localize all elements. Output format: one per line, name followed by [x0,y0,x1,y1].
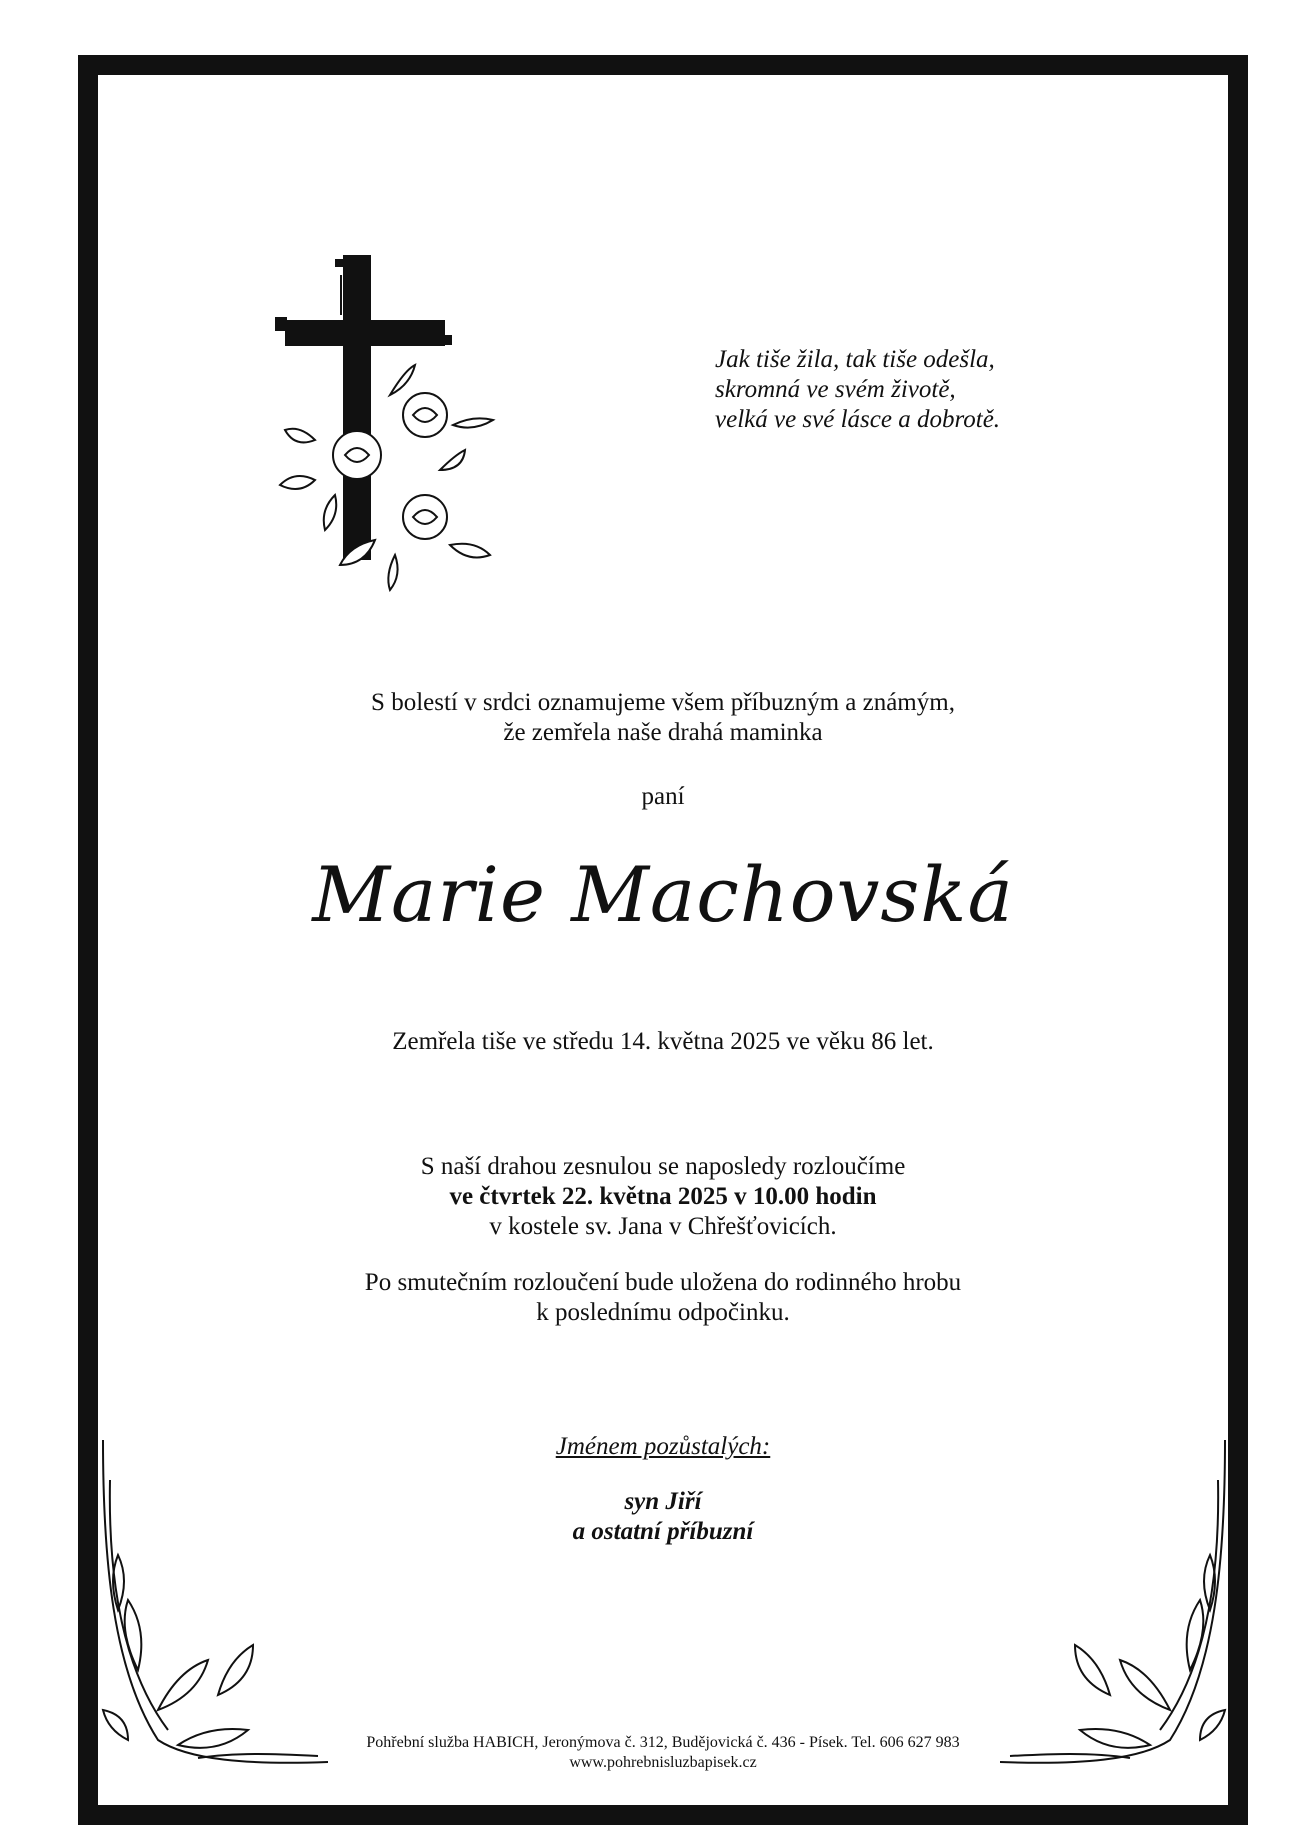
announcement-line: že zemřela naše drahá maminka [503,719,823,746]
honorific-title: paní [641,783,685,810]
footer [78,1733,1248,1773]
ceremony-line: S naší drahou zesnulou se naposledy rozloučíme [420,1153,906,1180]
memorial-poem [715,345,1000,435]
announcement [78,688,1248,748]
burial-info [78,1268,1248,1328]
poem-line: velká ve své lásce a dobrotě. [715,406,1001,433]
ceremony-date-time: ve čtvrtek 22. května 2025 v 10.00 hodin [449,1183,877,1210]
website-link[interactable]: www.pohrebnisluzbapisek.cz [569,1754,757,1771]
cross-with-roses-icon [275,255,505,595]
death-notice: Zemřela tiše ve středu 14. května 2025 ve věku 86 let. [392,1028,934,1055]
ceremony-details [78,1152,1248,1242]
announcement-line: S bolestí v srdci oznamujeme všem příbuzným a známým, [371,689,955,716]
burial-line: k poslednímu odpočinku. [536,1299,790,1326]
family-member: syn Jiří [624,1488,702,1515]
poem-line: Jak tiše žila, tak tiše odešla, [715,346,995,373]
deceased-name: Marie Machovská [312,850,1014,939]
floral-corner-right-icon [1000,1440,1230,1770]
burial-line: Po smutečním rozloučení bude uložena do rodinného hrobu [364,1269,962,1296]
family-member: a ostatní příbuzní [572,1518,754,1545]
floral-corner-left-icon [98,1440,328,1770]
poem-line: skromná ve svém životě, [715,376,956,403]
ceremony-place: v kostele sv. Jana v Chřešťovicích. [489,1213,837,1240]
funeral-service-contact: Pohřební služba HABICH, Jeronýmova č. 312, Budějovická č. 436 - Písek. Tel. 606 627 983 [366,1734,960,1751]
on-behalf-label: Jménem pozůstalých: [555,1433,771,1460]
